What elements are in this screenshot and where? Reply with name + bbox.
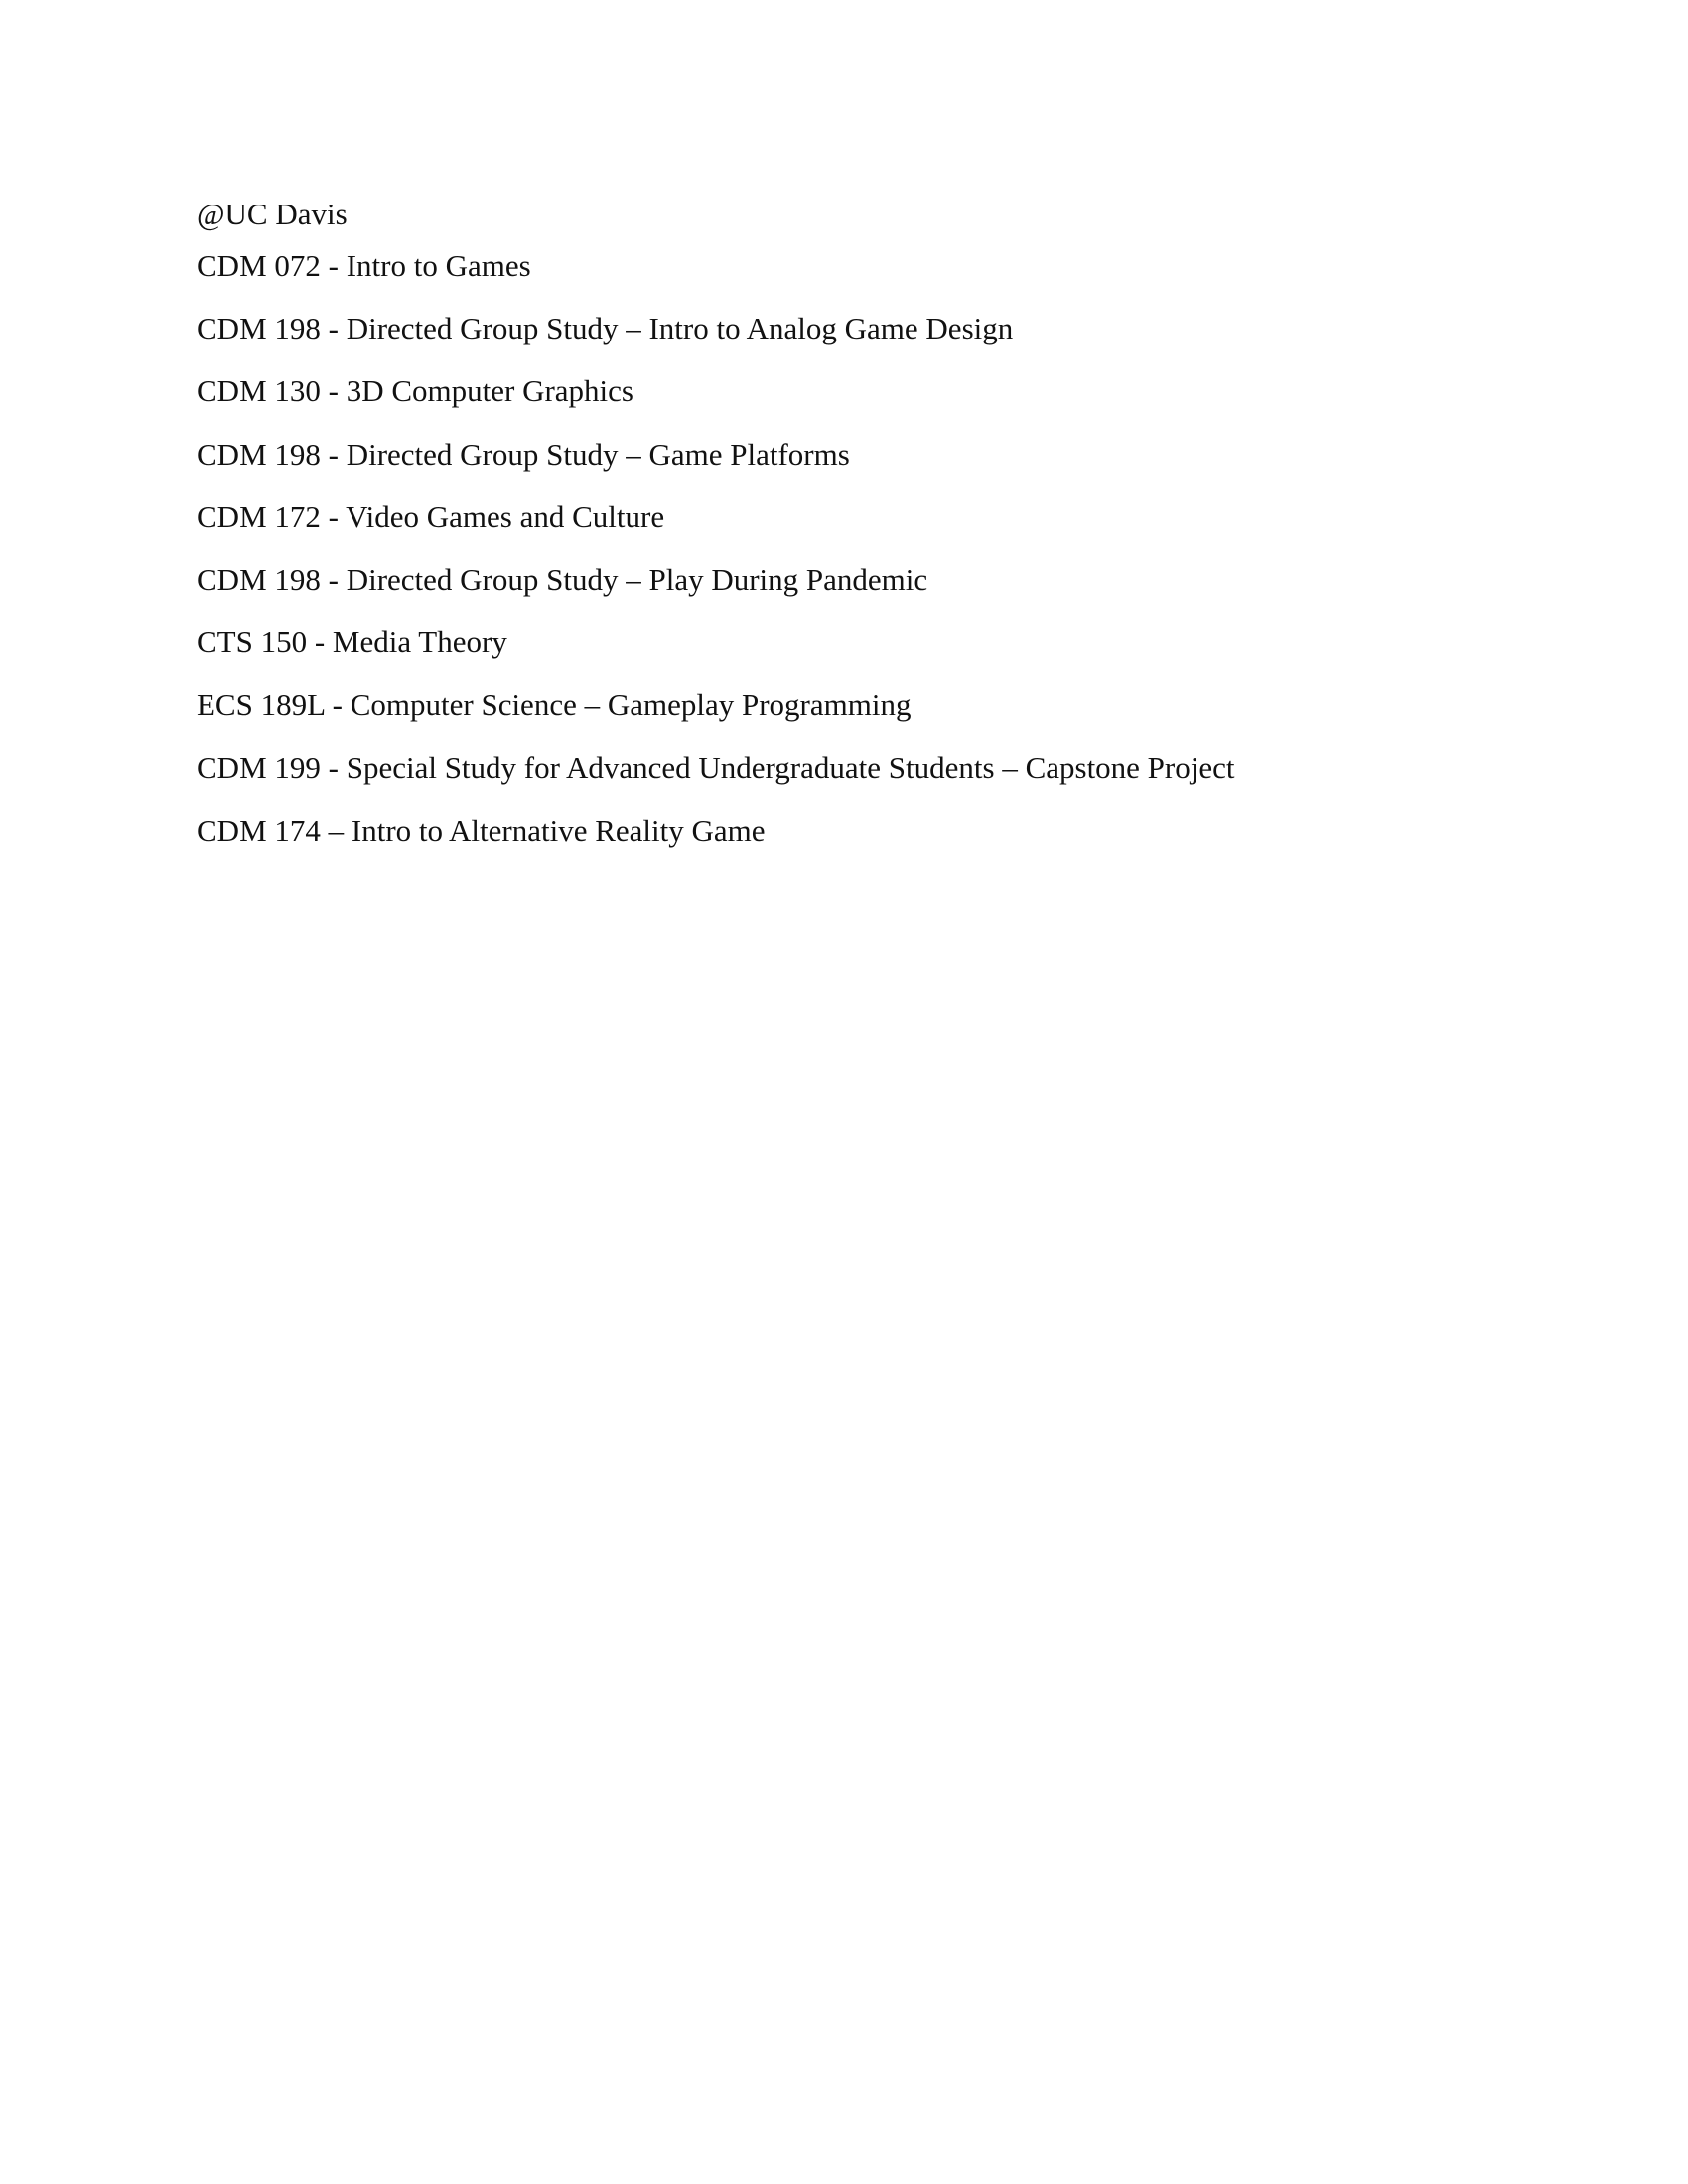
course-item: CDM 072 - Intro to Games bbox=[197, 248, 531, 283]
course-item: CDM 172 - Video Games and Culture bbox=[197, 498, 665, 534]
course-list bbox=[197, 248, 1487, 849]
course-item: CDM 174 – Intro to Alternative Reality Game bbox=[197, 812, 766, 848]
course-item: CDM 198 - Directed Group Study – Intro to Analog Game Design bbox=[197, 311, 1014, 346]
course-item: CDM 198 - Directed Group Study – Play During Pandemic bbox=[197, 561, 928, 597]
course-item: ECS 189L - Computer Science – Gameplay Programming bbox=[197, 687, 912, 723]
course-item: CTS 150 - Media Theory bbox=[197, 624, 507, 660]
course-item: CDM 130 - 3D Computer Graphics bbox=[197, 373, 633, 409]
document-heading: @UC Davis bbox=[197, 197, 348, 231]
course-item: CDM 198 - Directed Group Study – Game Platforms bbox=[197, 436, 850, 472]
course-item: CDM 199 - Special Study for Advanced Undergraduate Students – Capstone Project bbox=[197, 750, 1235, 785]
document-body bbox=[197, 197, 1487, 876]
